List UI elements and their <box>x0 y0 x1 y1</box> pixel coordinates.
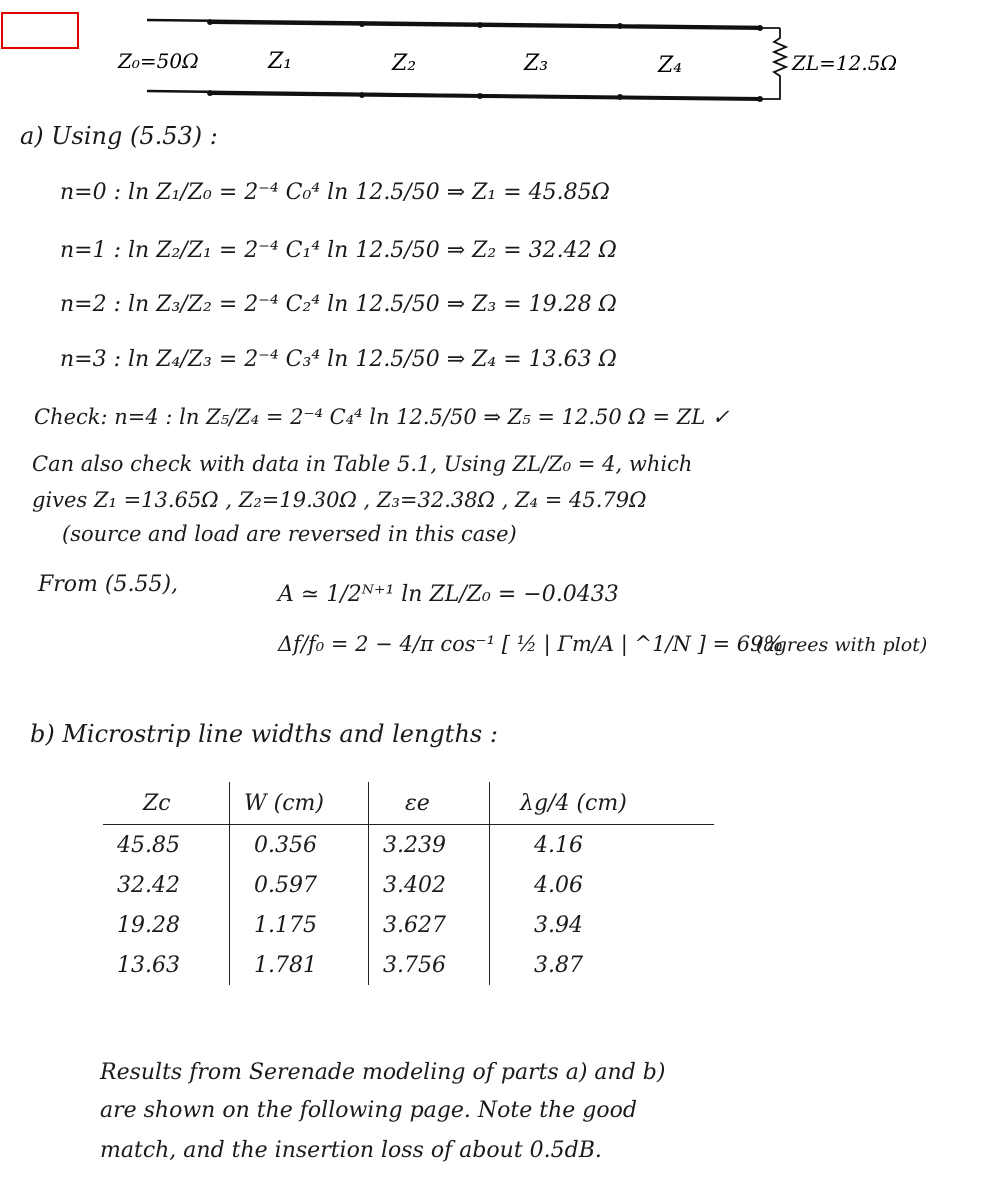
column-header-zc: Zc <box>103 782 230 825</box>
bottom-conductor-thick <box>210 93 762 99</box>
cell-lambda: 4.06 <box>490 865 715 905</box>
equation-n3: n=3 : ln Z₄/Z₃ = 2⁻⁴ C₃⁴ ln 12.5/50 ⇒ Z₄ = 13.63 Ω <box>60 347 617 372</box>
cell-ee: 3.627 <box>369 905 490 945</box>
cell-ee: 3.756 <box>369 945 490 985</box>
table-note-3: (source and load are reversed in this case) <box>62 522 517 546</box>
cell-zc: 13.63 <box>117 952 180 978</box>
cell-w: 0.597 <box>230 865 369 905</box>
cell-w: 0.356 <box>230 825 369 866</box>
table-row <box>103 905 714 945</box>
z1-label: Z₁ <box>268 49 293 74</box>
results-line-3: match, and the insertion loss of about 0.5dB. <box>100 1138 602 1163</box>
equation-bandwidth: Δf/f₀ = 2 − 4/π cos⁻¹ [ ½ | Γm/A | ^1/N ] = 69% <box>278 632 784 656</box>
zl-label: ZL=12.5Ω <box>792 51 898 75</box>
equation-a: A ≃ 1/2ᴺ⁺¹ ln ZL/Z₀ = −0.0433 <box>278 582 619 607</box>
column-header-ee: εe <box>369 782 490 825</box>
cell-lambda: 3.87 <box>490 945 715 985</box>
load-resistor <box>762 28 786 99</box>
cell-ee: 3.239 <box>369 825 490 866</box>
equation-n2: n=2 : ln Z₃/Z₂ = 2⁻⁴ C₂⁴ ln 12.5/50 ⇒ Z₃ = 19.28 Ω <box>60 292 617 317</box>
column-header-lambda: λg/4 (cm) <box>490 782 715 825</box>
equation-n0: n=0 : ln Z₁/Z₀ = 2⁻⁴ C₀⁴ ln 12.5/50 ⇒ Z₁ = 45.85Ω <box>60 180 610 205</box>
table-row <box>103 825 714 866</box>
cell-zc: 45.85 <box>117 832 180 858</box>
z4-label: Z₄ <box>658 53 683 78</box>
equation-note: (agrees with plot) <box>756 634 928 656</box>
column-header-w: W (cm) <box>230 782 369 825</box>
cell-zc: 32.42 <box>117 872 180 898</box>
table-row <box>103 945 714 985</box>
part-b-heading: b) Microstrip line widths and lengths : <box>30 720 498 748</box>
cell-w: 1.781 <box>230 945 369 985</box>
table-note-1: Can also check with data in Table 5.1, Using ZL/Z₀ = 4, which <box>32 452 693 476</box>
z0-label: Z₀=50Ω <box>118 49 199 73</box>
results-line-2: are shown on the following page. Note the good <box>100 1098 637 1123</box>
part-a-heading: a) Using (5.53) : <box>20 122 218 150</box>
transmission-line-diagram <box>0 0 986 110</box>
cell-lambda: 3.94 <box>490 905 715 945</box>
table-note-2: gives Z₁ =13.65Ω , Z₂=19.30Ω , Z₃=32.38Ω , Z₄ = 45.79Ω <box>32 488 647 512</box>
z2-label: Z₂ <box>392 51 417 76</box>
equation-n1: n=1 : ln Z₂/Z₁ = 2⁻⁴ C₁⁴ ln 12.5/50 ⇒ Z₂ = 32.42 Ω <box>60 238 617 263</box>
table-row <box>103 865 714 905</box>
z3-label: Z₃ <box>524 51 549 76</box>
cell-lambda: 4.16 <box>490 825 715 866</box>
results-line-1: Results from Serenade modeling of parts a) and b) <box>100 1060 666 1085</box>
microstrip-table <box>103 782 714 985</box>
check-line: Check: n=4 : ln Z₅/Z₄ = 2⁻⁴ C₄⁴ ln 12.5/50 ⇒ Z₅ = 12.50 Ω = ZL ✓ <box>34 405 730 429</box>
cell-zc: 19.28 <box>117 912 180 938</box>
cell-w: 1.175 <box>230 905 369 945</box>
from-label: From (5.55), <box>38 572 179 597</box>
table-header-row <box>103 782 714 825</box>
cell-ee: 3.402 <box>369 865 490 905</box>
